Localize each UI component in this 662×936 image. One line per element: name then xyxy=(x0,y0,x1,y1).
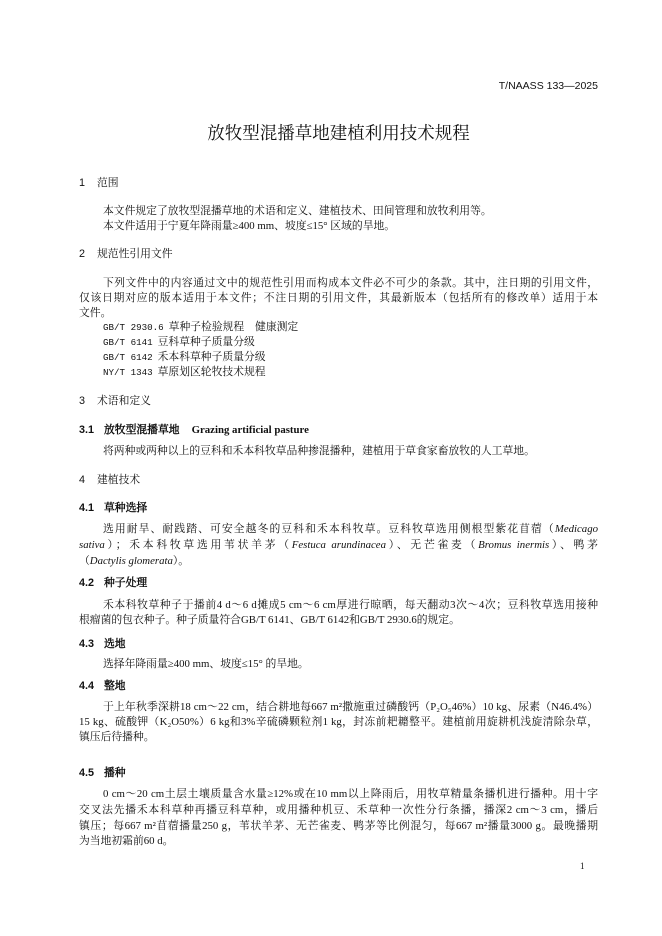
reference-item xyxy=(103,365,266,380)
text-segment: 选用耐旱、耐践踏、可安全越冬的豆科和禾本科牧草。豆科牧草选用侧根型紫花苜蓿（ xyxy=(103,522,555,535)
text-segment: ）、无芒雀麦（ xyxy=(385,538,479,551)
clause-line: 于上年秋季深耕18 cm～22 cm，结合耕地每667 m²撒施重过磷酸钙（P₂O₅46%）10 kg、尿素（N46.4%） xyxy=(103,700,598,713)
text-segment: ）；禾本科牧草选用苇状羊茅（ xyxy=(104,538,292,551)
term-english-name: Grazing artificial pasture xyxy=(191,423,309,436)
scope-paragraph: 本文件适用于宁夏年降雨量≥400 mm、坡度≤15° 区域的旱地。 xyxy=(103,219,396,232)
section-title: 规范性引用文件 xyxy=(97,247,173,260)
section-heading-establishment xyxy=(79,473,140,488)
section-title: 术语和定义 xyxy=(97,394,151,407)
subsection-title: 播种 xyxy=(104,766,126,779)
section-heading-terms xyxy=(79,394,151,409)
section-number: 2 xyxy=(79,247,86,260)
subsection-title: 选地 xyxy=(104,637,126,650)
clause-line: 镇压；每667 m²苜蓿播量250 g，苇状羊茅、无芒雀麦、鸭茅等比例混匀，每667 m²播量3000 g。最晚播期 xyxy=(79,819,598,832)
scope-paragraph: 本文件规定了放牧型混播草地的术语和定义、建植技术、田间管理和放牧利用等。 xyxy=(103,204,492,217)
reference-code: GB/T 2930.6 xyxy=(103,321,164,333)
reference-code: NY/T 1343 xyxy=(103,366,153,378)
section-number: 4 xyxy=(79,473,86,486)
clause-line: 0 cm～20 cm土层土壤质量含水量≥12%或在10 mm以上降雨后，用牧草精量条播机进行播种。用十字 xyxy=(103,787,598,800)
subsection-heading-sowing xyxy=(79,766,126,781)
clause-line xyxy=(79,538,598,553)
subsection-number: 4.2 xyxy=(79,576,95,589)
clause-line xyxy=(103,522,598,537)
section-number: 3 xyxy=(79,394,86,407)
subsection-title: 整地 xyxy=(104,679,126,692)
subsection-number: 4.5 xyxy=(79,766,95,779)
text-segment: ）、鸭茅 xyxy=(549,538,598,551)
subsection-heading-species-selection xyxy=(79,501,147,516)
clause-line xyxy=(79,554,189,569)
subsection-heading-site-selection xyxy=(79,637,126,652)
latin-name: Medicago xyxy=(554,522,598,535)
section-heading-normative-references xyxy=(79,247,173,262)
clause-line: 禾本科牧草种子于播前4 d～6 d摊成5 cm～6 cm厚进行晾晒，每天翻动3次～4次；豆科牧草选用接种 xyxy=(103,598,598,611)
subsection-number: 4.1 xyxy=(79,501,95,514)
section-heading-scope xyxy=(79,176,119,191)
page-number: 1 xyxy=(580,860,585,871)
clause-line: 镇压后待播种。 xyxy=(79,730,155,743)
text-segment: ）。 xyxy=(172,554,190,567)
clause-line: 交叉法先播禾本科草种再播豆科草种，或用播种机豆、禾草种一次性分行条播，播深2 cm～3 cm，播后 xyxy=(79,803,598,816)
reference-code: GB/T 6141 xyxy=(103,336,153,348)
subsection-title: 种子处理 xyxy=(104,576,148,589)
latin-name: Dactylis glomerata xyxy=(89,554,173,567)
clause-line: 根瘤菌的包衣种子。种子质量符合GB/T 6141、GB/T 6142和GB/T 2930.6的规定。 xyxy=(79,613,460,626)
references-intro-line: 仅该日期对应的版本适用于本文件；不注日期的引用文件，其最新版本（包括所有的修改单）适用于本 xyxy=(79,291,598,304)
clause-line: 选择年降雨量≥400 mm、坡度≤15° 的旱地。 xyxy=(103,657,309,670)
latin-name: Festuca arundinacea xyxy=(291,538,386,551)
document-title: 放牧型混播草地建植利用技术规程 xyxy=(207,123,470,143)
section-title: 建植技术 xyxy=(97,473,141,486)
term-number: 3.1 xyxy=(79,423,95,436)
reference-code: GB/T 6142 xyxy=(103,351,153,363)
term-name: 放牧型混播草地 xyxy=(104,423,180,436)
subsection-title: 草种选择 xyxy=(104,501,148,514)
term-definition: 将两种或两种以上的豆科和禾本科牧草品种掺混播种，建植用于草食家畜放牧的人工草地。 xyxy=(103,444,535,457)
clause-line: 15 kg、硫酸钾（K₂O50%）6 kg和3%辛硫磷颗粒剂1 kg，封冻前耙耱整平。建植前用旋耕机浅旋清除杂草， xyxy=(79,715,598,728)
reference-item xyxy=(103,350,266,365)
subsection-number: 4.4 xyxy=(79,679,95,692)
references-intro-line: 下列文件中的内容通过文中的规范性引用而构成本文件必不可少的条款。其中，注日期的引用文件， xyxy=(103,276,598,289)
references-intro-line: 文件。 xyxy=(79,306,112,319)
latin-name: Bromus inermis xyxy=(478,538,550,551)
section-title: 范围 xyxy=(97,176,119,189)
reference-title: 草原划区轮牧技术规程 xyxy=(157,365,266,378)
standard-number: T/NAASS 133—2025 xyxy=(498,80,598,92)
reference-item xyxy=(103,320,298,335)
term-heading xyxy=(79,423,309,438)
subsection-heading-seed-treatment xyxy=(79,576,147,591)
latin-name: sativa xyxy=(79,538,105,551)
clause-line: 为当地初霜前60 d。 xyxy=(79,834,174,847)
section-number: 1 xyxy=(79,176,86,189)
text-segment: （ xyxy=(79,554,90,567)
reference-item xyxy=(103,335,255,350)
subsection-number: 4.3 xyxy=(79,637,95,650)
reference-title: 禾本科草种子质量分级 xyxy=(157,350,266,363)
subsection-heading-land-preparation xyxy=(79,679,126,694)
reference-title: 草种子检验规程 健康测定 xyxy=(168,320,299,333)
reference-title: 豆科草种子质量分级 xyxy=(157,335,255,348)
